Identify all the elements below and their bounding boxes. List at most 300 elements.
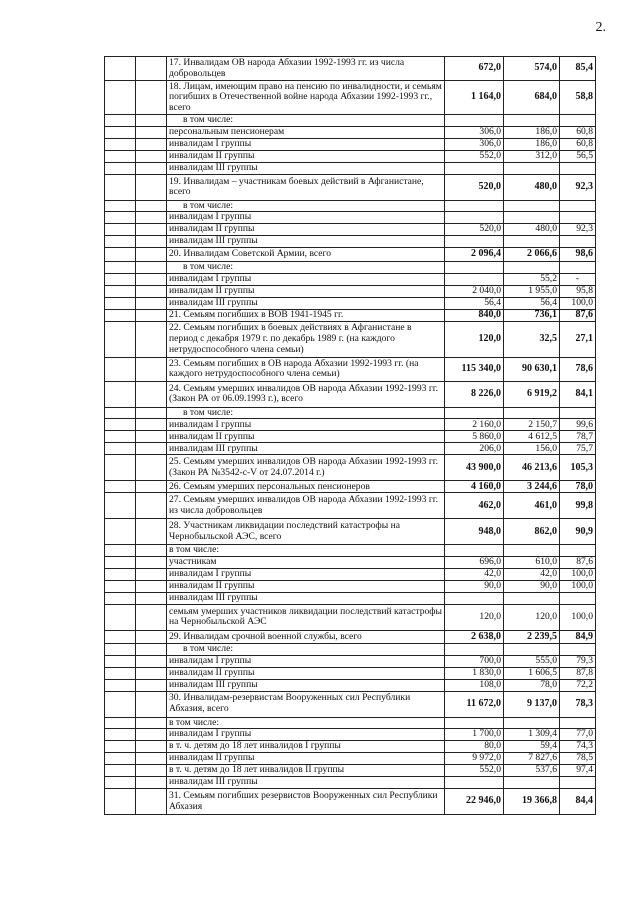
- row-code-cell: [136, 150, 167, 162]
- row-margin-cell: [105, 81, 136, 115]
- row-name-cell: 22. Семьям погибших в боевых действиях в Афганистане в период с декабря 1979 г. по декабрь 1989 г. (на каждого нетрудоспособного члена семьи): [167, 321, 445, 357]
- table-row: [105, 57, 596, 81]
- page-number: 2.: [595, 20, 606, 35]
- row-name-cell: инвалидам III группы: [167, 592, 445, 604]
- row-plan-cell: 840,0: [445, 309, 504, 321]
- row-margin-cell: [105, 212, 136, 224]
- row-actual-cell: 2 239,5: [504, 630, 560, 643]
- row-name-cell: инвалидам II группы: [167, 285, 445, 297]
- row-margin-cell: [105, 729, 136, 741]
- row-percent-cell: [560, 717, 596, 729]
- row-plan-cell: [445, 273, 504, 285]
- row-margin-cell: [105, 655, 136, 667]
- row-name-cell: 20. Инвалидам Советской Армии, всего: [167, 248, 445, 262]
- row-percent-cell: 60,8: [560, 126, 596, 138]
- row-code-cell: [136, 431, 167, 443]
- row-name-cell: инвалидам I группы: [167, 138, 445, 150]
- row-margin-cell: [105, 419, 136, 431]
- row-percent-cell: 84,9: [560, 630, 596, 643]
- table-row: [105, 545, 596, 557]
- row-name-cell: в т. ч. детям до 18 лет инвалидов II группы: [167, 765, 445, 777]
- row-plan-cell: [445, 236, 504, 248]
- table-row: [105, 321, 596, 357]
- row-name-cell: инвалидам III группы: [167, 777, 445, 789]
- row-percent-cell: [560, 200, 596, 212]
- row-margin-cell: [105, 236, 136, 248]
- row-actual-cell: 90,0: [504, 580, 560, 592]
- row-percent-cell: 105,3: [560, 455, 596, 481]
- row-actual-cell: 461,0: [504, 493, 560, 519]
- row-code-cell: [136, 357, 167, 381]
- row-percent-cell: 99,8: [560, 493, 596, 519]
- row-code-cell: [136, 321, 167, 357]
- row-actual-cell: 19 366,8: [504, 789, 560, 815]
- row-percent-cell: [560, 777, 596, 789]
- table-row: [105, 248, 596, 262]
- row-margin-cell: [105, 455, 136, 481]
- row-actual-cell: 684,0: [504, 81, 560, 115]
- row-percent-cell: [560, 545, 596, 557]
- row-actual-cell: [504, 643, 560, 655]
- row-percent-cell: 92,3: [560, 224, 596, 236]
- row-name-cell: 30. Инвалидам-резервистам Вооруженных сил Республики Абхазия, всего: [167, 691, 445, 717]
- table-row: [105, 655, 596, 667]
- row-plan-cell: 1 830,0: [445, 667, 504, 679]
- row-plan-cell: 120,0: [445, 604, 504, 630]
- budget-table: [104, 56, 596, 815]
- table-row: [105, 174, 596, 200]
- row-actual-cell: [504, 236, 560, 248]
- row-code-cell: [136, 174, 167, 200]
- row-margin-cell: [105, 407, 136, 419]
- row-code-cell: [136, 592, 167, 604]
- row-actual-cell: [504, 115, 560, 127]
- row-actual-cell: [504, 200, 560, 212]
- table-row: [105, 150, 596, 162]
- row-name-cell: инвалидам I группы: [167, 568, 445, 580]
- row-percent-cell: [560, 592, 596, 604]
- row-plan-cell: 2 638,0: [445, 630, 504, 643]
- row-name-cell: 26. Семьям умерших персональных пенсионеров: [167, 481, 445, 493]
- row-plan-cell: 22 946,0: [445, 789, 504, 815]
- row-code-cell: [136, 556, 167, 568]
- table-row: [105, 493, 596, 519]
- table-row: [105, 789, 596, 815]
- row-margin-cell: [105, 493, 136, 519]
- row-plan-cell: 80,0: [445, 741, 504, 753]
- row-name-cell: инвалидам II группы: [167, 580, 445, 592]
- row-plan-cell: [445, 212, 504, 224]
- row-actual-cell: 1 955,0: [504, 285, 560, 297]
- row-margin-cell: [105, 150, 136, 162]
- row-percent-cell: 100,0: [560, 604, 596, 630]
- row-percent-cell: 87,6: [560, 556, 596, 568]
- row-plan-cell: 8 226,0: [445, 381, 504, 407]
- row-percent-cell: 92,3: [560, 174, 596, 200]
- row-percent-cell: 27,1: [560, 321, 596, 357]
- row-code-cell: [136, 679, 167, 691]
- row-code-cell: [136, 493, 167, 519]
- row-actual-cell: 3 244,6: [504, 481, 560, 493]
- row-percent-cell: 58,8: [560, 81, 596, 115]
- row-percent-cell: [560, 262, 596, 274]
- row-name-cell: персональным пенсионерам: [167, 126, 445, 138]
- row-plan-cell: [445, 262, 504, 274]
- row-name-cell: инвалидам II группы: [167, 150, 445, 162]
- row-name-cell: инвалидам II группы: [167, 753, 445, 765]
- table-row: [105, 455, 596, 481]
- row-percent-cell: 75,7: [560, 443, 596, 455]
- row-actual-cell: [504, 592, 560, 604]
- row-actual-cell: 480,0: [504, 224, 560, 236]
- row-plan-cell: 115 340,0: [445, 357, 504, 381]
- row-percent-cell: 56,5: [560, 150, 596, 162]
- row-plan-cell: 4 160,0: [445, 481, 504, 493]
- row-percent-cell: 78,6: [560, 357, 596, 381]
- row-margin-cell: [105, 643, 136, 655]
- table-row: [105, 212, 596, 224]
- row-code-cell: [136, 765, 167, 777]
- row-percent-cell: 98,6: [560, 248, 596, 262]
- table-row: [105, 592, 596, 604]
- row-percent-cell: 78,5: [560, 753, 596, 765]
- row-margin-cell: [105, 519, 136, 545]
- row-name-cell: 19. Инвалидам – участникам боевых действий в Афганистане, всего: [167, 174, 445, 200]
- row-plan-cell: 108,0: [445, 679, 504, 691]
- row-percent-cell: 78,0: [560, 481, 596, 493]
- table-row: [105, 419, 596, 431]
- row-percent-cell: 72,2: [560, 679, 596, 691]
- row-margin-cell: [105, 765, 136, 777]
- row-margin-cell: [105, 431, 136, 443]
- row-actual-cell: 537,6: [504, 765, 560, 777]
- row-margin-cell: [105, 162, 136, 174]
- row-actual-cell: 610,0: [504, 556, 560, 568]
- row-name-cell: инвалидам III группы: [167, 236, 445, 248]
- row-plan-cell: 206,0: [445, 443, 504, 455]
- row-code-cell: [136, 667, 167, 679]
- row-code-cell: [136, 126, 167, 138]
- row-name-text: в том числе:: [183, 114, 234, 125]
- table-row: [105, 729, 596, 741]
- row-code-cell: [136, 729, 167, 741]
- row-percent-cell: 90,9: [560, 519, 596, 545]
- row-percent-cell: 77,0: [560, 729, 596, 741]
- row-margin-cell: [105, 248, 136, 262]
- row-actual-cell: 862,0: [504, 519, 560, 545]
- row-plan-cell: 43 900,0: [445, 455, 504, 481]
- row-name-cell: инвалидам I группы: [167, 655, 445, 667]
- row-margin-cell: [105, 443, 136, 455]
- table-row: [105, 753, 596, 765]
- row-plan-cell: 552,0: [445, 765, 504, 777]
- table-row: [105, 162, 596, 174]
- row-actual-cell: [504, 262, 560, 274]
- row-actual-cell: 736,1: [504, 309, 560, 321]
- row-plan-cell: [445, 115, 504, 127]
- row-name-cell: 21. Семьям погибших в ВОВ 1941-1945 гг.: [167, 309, 445, 321]
- row-margin-cell: [105, 717, 136, 729]
- row-code-cell: [136, 717, 167, 729]
- row-code-cell: [136, 262, 167, 274]
- row-plan-cell: 672,0: [445, 57, 504, 81]
- row-code-cell: [136, 138, 167, 150]
- row-name-cell: 29. Инвалидам срочной военной службы, всего: [167, 630, 445, 643]
- row-code-cell: [136, 212, 167, 224]
- row-name-cell: семьям умерших участников ликвидации последствий катастрофы на Чернобыльской АЭС: [167, 604, 445, 630]
- row-margin-cell: [105, 753, 136, 765]
- row-percent-cell: [560, 162, 596, 174]
- row-code-cell: [136, 753, 167, 765]
- row-name-cell: 23. Семьям погибших в ОВ народа Абхазии 1992-1993 гг. (на каждого нетрудоспособного члена семьи): [167, 357, 445, 381]
- row-actual-cell: 6 919,2: [504, 381, 560, 407]
- table-row: [105, 200, 596, 212]
- table-row: [105, 580, 596, 592]
- row-name-cell: инвалидам III группы: [167, 679, 445, 691]
- row-plan-cell: 520,0: [445, 224, 504, 236]
- row-percent-cell: 87,6: [560, 309, 596, 321]
- row-code-cell: [136, 630, 167, 643]
- row-actual-cell: 156,0: [504, 443, 560, 455]
- row-name-cell: 31. Семьям погибших резервистов Вооруженных сил Республики Абхазия: [167, 789, 445, 815]
- row-margin-cell: [105, 262, 136, 274]
- row-name-cell: инвалидам I группы: [167, 212, 445, 224]
- row-margin-cell: [105, 138, 136, 150]
- row-code-cell: [136, 285, 167, 297]
- row-plan-cell: 552,0: [445, 150, 504, 162]
- row-code-cell: [136, 407, 167, 419]
- row-code-cell: [136, 568, 167, 580]
- row-code-cell: [136, 481, 167, 493]
- row-margin-cell: [105, 297, 136, 309]
- row-actual-cell: 42,0: [504, 568, 560, 580]
- row-plan-cell: [445, 777, 504, 789]
- row-code-cell: [136, 81, 167, 115]
- row-code-cell: [136, 297, 167, 309]
- row-code-cell: [136, 443, 167, 455]
- row-actual-cell: [504, 717, 560, 729]
- row-code-cell: [136, 580, 167, 592]
- table-body: [105, 57, 596, 815]
- row-margin-cell: [105, 381, 136, 407]
- row-plan-cell: [445, 643, 504, 655]
- row-code-cell: [136, 200, 167, 212]
- row-margin-cell: [105, 580, 136, 592]
- table-row: [105, 765, 596, 777]
- row-actual-cell: 186,0: [504, 126, 560, 138]
- row-percent-cell: 74,3: [560, 741, 596, 753]
- row-actual-cell: 4 612,5: [504, 431, 560, 443]
- row-plan-cell: 520,0: [445, 174, 504, 200]
- table-row: [105, 407, 596, 419]
- table-row: [105, 297, 596, 309]
- row-percent-cell: 100,0: [560, 580, 596, 592]
- row-percent-cell: [560, 643, 596, 655]
- row-name-cell: инвалидам II группы: [167, 431, 445, 443]
- table-row: [105, 556, 596, 568]
- row-plan-cell: 1 700,0: [445, 729, 504, 741]
- row-margin-cell: [105, 115, 136, 127]
- row-name-cell: в том числе:: [167, 717, 445, 729]
- row-actual-cell: [504, 212, 560, 224]
- row-name-cell: [167, 200, 445, 212]
- row-name-cell: [167, 643, 445, 655]
- row-code-cell: [136, 224, 167, 236]
- row-code-cell: [136, 519, 167, 545]
- row-name-cell: инвалидам III группы: [167, 162, 445, 174]
- row-name-cell: 27. Семьям умерших инвалидов ОВ народа Абхазии 1992-1993 гг. из числа добровольцев: [167, 493, 445, 519]
- row-margin-cell: [105, 679, 136, 691]
- table-row: [105, 741, 596, 753]
- row-code-cell: [136, 309, 167, 321]
- row-plan-cell: [445, 200, 504, 212]
- row-actual-cell: 480,0: [504, 174, 560, 200]
- row-name-cell: [167, 115, 445, 127]
- row-margin-cell: [105, 691, 136, 717]
- row-plan-cell: 1 164,0: [445, 81, 504, 115]
- table-row: [105, 357, 596, 381]
- row-name-cell: 17. Инвалидам ОВ народа Абхазии 1992-1993 гг. из числа добровольцев: [167, 57, 445, 81]
- row-actual-cell: 120,0: [504, 604, 560, 630]
- table-row: [105, 285, 596, 297]
- row-margin-cell: [105, 309, 136, 321]
- row-name-cell: инвалидам II группы: [167, 224, 445, 236]
- row-percent-cell: 60,8: [560, 138, 596, 150]
- row-code-cell: [136, 741, 167, 753]
- row-percent-cell: 100,0: [560, 297, 596, 309]
- row-name-cell: инвалидам I группы: [167, 273, 445, 285]
- row-name-cell: 18. Лицам, имеющим право на пенсию по инвалидности, и семьям погибших в Отечественной войне народа Абхазии 1992-1993 гг., всего: [167, 81, 445, 115]
- row-name-text: в том числе:: [183, 406, 234, 418]
- row-percent-cell: 87,8: [560, 667, 596, 679]
- row-actual-cell: [504, 407, 560, 419]
- row-percent-cell: -: [560, 273, 596, 285]
- row-plan-cell: 2 096,4: [445, 248, 504, 262]
- table-row: [105, 81, 596, 115]
- row-actual-cell: 59,4: [504, 741, 560, 753]
- row-margin-cell: [105, 481, 136, 493]
- row-actual-cell: 32,5: [504, 321, 560, 357]
- row-plan-cell: [445, 407, 504, 419]
- row-plan-cell: 5 860,0: [445, 431, 504, 443]
- row-percent-cell: 99,6: [560, 419, 596, 431]
- row-margin-cell: [105, 568, 136, 580]
- table-row: [105, 273, 596, 285]
- table-row: [105, 679, 596, 691]
- row-margin-cell: [105, 126, 136, 138]
- row-code-cell: [136, 419, 167, 431]
- row-actual-cell: 46 213,6: [504, 455, 560, 481]
- row-plan-cell: 120,0: [445, 321, 504, 357]
- row-code-cell: [136, 691, 167, 717]
- row-code-cell: [136, 777, 167, 789]
- row-actual-cell: 90 630,1: [504, 357, 560, 381]
- row-percent-cell: [560, 115, 596, 127]
- table-row: [105, 431, 596, 443]
- table-row: [105, 604, 596, 630]
- row-actual-cell: 1 606,5: [504, 667, 560, 679]
- row-plan-cell: 696,0: [445, 556, 504, 568]
- row-plan-cell: 306,0: [445, 126, 504, 138]
- row-percent-cell: 84,4: [560, 789, 596, 815]
- table-row: [105, 691, 596, 717]
- row-name-cell: участникам: [167, 556, 445, 568]
- row-name-text: в том числе:: [183, 642, 234, 654]
- row-code-cell: [136, 545, 167, 557]
- table-row: [105, 777, 596, 789]
- table-row: [105, 643, 596, 655]
- row-plan-cell: 56,4: [445, 297, 504, 309]
- table-row: [105, 381, 596, 407]
- row-code-cell: [136, 236, 167, 248]
- row-margin-cell: [105, 741, 136, 753]
- row-margin-cell: [105, 556, 136, 568]
- table-row: [105, 630, 596, 643]
- table-row: [105, 717, 596, 729]
- row-actual-cell: 9 137,0: [504, 691, 560, 717]
- row-margin-cell: [105, 667, 136, 679]
- row-actual-cell: [504, 162, 560, 174]
- table-row: [105, 224, 596, 236]
- row-name-cell: инвалидам II группы: [167, 667, 445, 679]
- table-row: [105, 262, 596, 274]
- row-name-text: в том числе:: [183, 199, 234, 211]
- row-actual-cell: 2 150,7: [504, 419, 560, 431]
- row-plan-cell: 2 160,0: [445, 419, 504, 431]
- row-actual-cell: 56,4: [504, 297, 560, 309]
- row-actual-cell: 1 309,4: [504, 729, 560, 741]
- row-code-cell: [136, 248, 167, 262]
- row-margin-cell: [105, 357, 136, 381]
- row-percent-cell: [560, 407, 596, 419]
- row-percent-cell: 78,3: [560, 691, 596, 717]
- row-code-cell: [136, 115, 167, 127]
- table-row: [105, 519, 596, 545]
- row-margin-cell: [105, 592, 136, 604]
- row-code-cell: [136, 381, 167, 407]
- row-plan-cell: 2 040,0: [445, 285, 504, 297]
- row-plan-cell: 9 972,0: [445, 753, 504, 765]
- row-name-cell: в т. ч. детям до 18 лет инвалидов I группы: [167, 741, 445, 753]
- row-margin-cell: [105, 200, 136, 212]
- row-code-cell: [136, 162, 167, 174]
- row-actual-cell: [504, 777, 560, 789]
- row-margin-cell: [105, 604, 136, 630]
- table-row: [105, 115, 596, 127]
- row-name-cell: 24. Семьям умерших инвалидов ОВ народа Абхазии 1992-1993 гг. (Закон РА от 06.09.1993 г.), всего: [167, 381, 445, 407]
- row-actual-cell: 186,0: [504, 138, 560, 150]
- table-row: [105, 309, 596, 321]
- row-actual-cell: 78,0: [504, 679, 560, 691]
- row-margin-cell: [105, 224, 136, 236]
- row-actual-cell: 312,0: [504, 150, 560, 162]
- row-percent-cell: [560, 212, 596, 224]
- row-actual-cell: 7 827,6: [504, 753, 560, 765]
- row-margin-cell: [105, 57, 136, 81]
- row-plan-cell: 42,0: [445, 568, 504, 580]
- row-percent-cell: 85,4: [560, 57, 596, 81]
- row-code-cell: [136, 57, 167, 81]
- row-name-cell: инвалидам I группы: [167, 729, 445, 741]
- row-margin-cell: [105, 777, 136, 789]
- row-percent-cell: 100,0: [560, 568, 596, 580]
- table-row: [105, 236, 596, 248]
- table-row: [105, 443, 596, 455]
- row-plan-cell: [445, 162, 504, 174]
- row-name-cell: 25. Семьям умерших инвалидов ОВ народа Абхазии 1992-1993 гг. (Закон РА №3542-с-V от 24.07.2014 г.): [167, 455, 445, 481]
- row-margin-cell: [105, 273, 136, 285]
- table-row: [105, 126, 596, 138]
